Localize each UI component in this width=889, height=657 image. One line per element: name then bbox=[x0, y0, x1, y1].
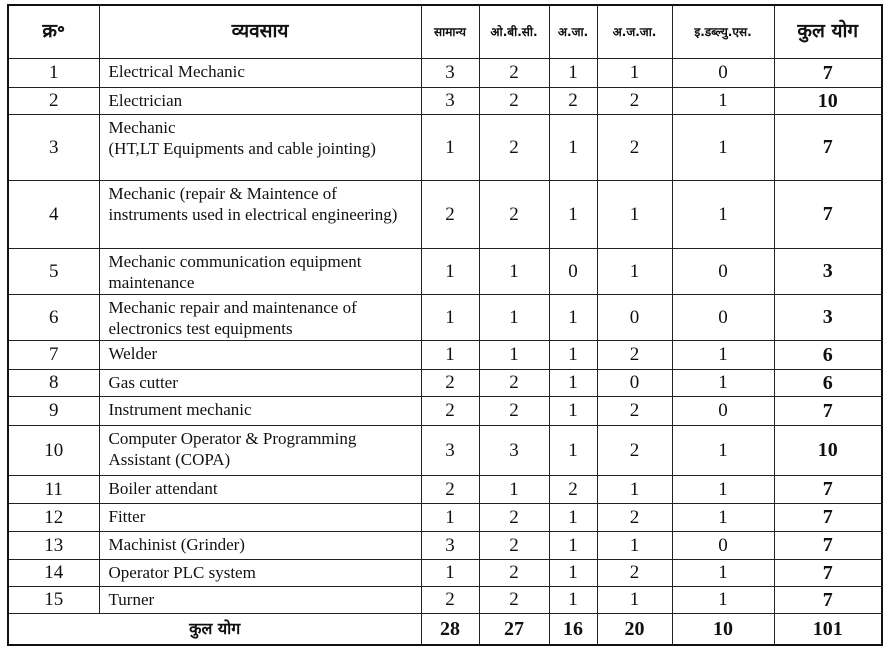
cell-total: 6 bbox=[774, 341, 882, 370]
cell-ews: 1 bbox=[672, 341, 774, 370]
cell-trade: Boiler attendant bbox=[99, 476, 421, 504]
cell-trade: Electrician bbox=[99, 88, 421, 115]
footer-total: 101 bbox=[774, 614, 882, 646]
cell-sc: 1 bbox=[549, 560, 597, 587]
cell-sc: 1 bbox=[549, 370, 597, 397]
cell-ews: 0 bbox=[672, 295, 774, 341]
cell-sn: 3 bbox=[8, 115, 99, 181]
cell-ews: 1 bbox=[672, 587, 774, 614]
cell-sn: 14 bbox=[8, 560, 99, 587]
cell-sc: 2 bbox=[549, 88, 597, 115]
header-total: कुल योग bbox=[774, 5, 882, 59]
cell-trade: Fitter bbox=[99, 504, 421, 532]
cell-obc: 2 bbox=[479, 560, 549, 587]
cell-general: 3 bbox=[421, 59, 479, 88]
cell-total: 7 bbox=[774, 397, 882, 426]
table-row bbox=[8, 181, 882, 249]
header-sc: अ.जा. bbox=[549, 5, 597, 59]
cell-obc: 2 bbox=[479, 532, 549, 560]
header-obc: ओ.बी.सी. bbox=[479, 5, 549, 59]
cell-trade: Instrument mechanic bbox=[99, 397, 421, 426]
table-row bbox=[8, 426, 882, 476]
cell-sc: 1 bbox=[549, 587, 597, 614]
cell-total: 7 bbox=[774, 560, 882, 587]
cell-ews: 0 bbox=[672, 249, 774, 295]
table-row bbox=[8, 370, 882, 397]
cell-trade: Computer Operator & Programming Assistant (COPA) bbox=[99, 426, 421, 476]
cell-obc: 1 bbox=[479, 476, 549, 504]
table-row bbox=[8, 341, 882, 370]
footer-label: कुल योग bbox=[8, 614, 421, 646]
cell-ews: 1 bbox=[672, 181, 774, 249]
cell-general: 1 bbox=[421, 249, 479, 295]
header-trade: व्यवसाय bbox=[99, 5, 421, 59]
cell-trade: Gas cutter bbox=[99, 370, 421, 397]
cell-st: 2 bbox=[597, 341, 672, 370]
cell-ews: 0 bbox=[672, 532, 774, 560]
cell-trade: Mechanic repair and maintenance of electronics test equipments bbox=[99, 295, 421, 341]
cell-sc: 1 bbox=[549, 504, 597, 532]
cell-general: 3 bbox=[421, 88, 479, 115]
cell-obc: 2 bbox=[479, 88, 549, 115]
cell-ews: 1 bbox=[672, 426, 774, 476]
cell-obc: 2 bbox=[479, 397, 549, 426]
cell-general: 1 bbox=[421, 504, 479, 532]
cell-ews: 1 bbox=[672, 476, 774, 504]
cell-total: 3 bbox=[774, 295, 882, 341]
cell-sn: 5 bbox=[8, 249, 99, 295]
cell-st: 1 bbox=[597, 59, 672, 88]
cell-sn: 15 bbox=[8, 587, 99, 614]
cell-obc: 2 bbox=[479, 181, 549, 249]
cell-general: 1 bbox=[421, 341, 479, 370]
cell-ews: 1 bbox=[672, 88, 774, 115]
cell-st: 2 bbox=[597, 115, 672, 181]
cell-trade: Mechanic (HT,LT Equipments and cable jointing) bbox=[99, 115, 421, 181]
footer-obc: 27 bbox=[479, 614, 549, 646]
cell-trade: Welder bbox=[99, 341, 421, 370]
cell-sn: 2 bbox=[8, 88, 99, 115]
cell-sc: 1 bbox=[549, 295, 597, 341]
cell-obc: 2 bbox=[479, 504, 549, 532]
cell-obc: 2 bbox=[479, 370, 549, 397]
table-row bbox=[8, 59, 882, 88]
cell-total: 7 bbox=[774, 504, 882, 532]
seat-distribution-table-wrapper bbox=[7, 4, 883, 646]
cell-st: 0 bbox=[597, 295, 672, 341]
cell-general: 2 bbox=[421, 587, 479, 614]
cell-ews: 1 bbox=[672, 560, 774, 587]
cell-st: 1 bbox=[597, 181, 672, 249]
cell-general: 1 bbox=[421, 115, 479, 181]
footer-row bbox=[8, 614, 882, 646]
cell-st: 1 bbox=[597, 249, 672, 295]
cell-total: 7 bbox=[774, 532, 882, 560]
cell-general: 2 bbox=[421, 370, 479, 397]
cell-sn: 6 bbox=[8, 295, 99, 341]
table-row bbox=[8, 295, 882, 341]
cell-sc: 1 bbox=[549, 181, 597, 249]
cell-total: 10 bbox=[774, 88, 882, 115]
table-row bbox=[8, 504, 882, 532]
cell-st: 0 bbox=[597, 370, 672, 397]
cell-general: 2 bbox=[421, 476, 479, 504]
cell-general: 1 bbox=[421, 295, 479, 341]
cell-obc: 1 bbox=[479, 249, 549, 295]
cell-sn: 8 bbox=[8, 370, 99, 397]
cell-total: 7 bbox=[774, 181, 882, 249]
cell-total: 7 bbox=[774, 59, 882, 88]
cell-sn: 7 bbox=[8, 341, 99, 370]
header-st: अ.ज.जा. bbox=[597, 5, 672, 59]
cell-general: 3 bbox=[421, 426, 479, 476]
table-body bbox=[8, 59, 882, 614]
cell-general: 3 bbox=[421, 532, 479, 560]
footer-sc: 16 bbox=[549, 614, 597, 646]
cell-general: 1 bbox=[421, 560, 479, 587]
cell-obc: 1 bbox=[479, 341, 549, 370]
cell-sn: 11 bbox=[8, 476, 99, 504]
cell-obc: 2 bbox=[479, 587, 549, 614]
cell-general: 2 bbox=[421, 181, 479, 249]
cell-ews: 0 bbox=[672, 397, 774, 426]
cell-sc: 1 bbox=[549, 59, 597, 88]
table-row bbox=[8, 532, 882, 560]
cell-sc: 2 bbox=[549, 476, 597, 504]
header-ews: इ.डब्ल्यु.एस. bbox=[672, 5, 774, 59]
cell-trade: Electrical Mechanic bbox=[99, 59, 421, 88]
cell-obc: 1 bbox=[479, 295, 549, 341]
cell-trade: Operator PLC system bbox=[99, 560, 421, 587]
cell-sn: 1 bbox=[8, 59, 99, 88]
cell-sc: 1 bbox=[549, 426, 597, 476]
header-general: सामान्य bbox=[421, 5, 479, 59]
cell-ews: 1 bbox=[672, 504, 774, 532]
cell-total: 7 bbox=[774, 476, 882, 504]
header-serial: क्र॰ bbox=[8, 5, 99, 59]
cell-sn: 10 bbox=[8, 426, 99, 476]
cell-trade: Mechanic (repair & Maintence of instruments used in electrical engineering) bbox=[99, 181, 421, 249]
cell-sn: 12 bbox=[8, 504, 99, 532]
cell-obc: 3 bbox=[479, 426, 549, 476]
cell-sc: 0 bbox=[549, 249, 597, 295]
footer-ews: 10 bbox=[672, 614, 774, 646]
table-row bbox=[8, 115, 882, 181]
cell-obc: 2 bbox=[479, 59, 549, 88]
cell-st: 2 bbox=[597, 88, 672, 115]
table-row bbox=[8, 249, 882, 295]
cell-total: 7 bbox=[774, 587, 882, 614]
table-row bbox=[8, 560, 882, 587]
table-row bbox=[8, 587, 882, 614]
cell-st: 2 bbox=[597, 560, 672, 587]
cell-st: 1 bbox=[597, 532, 672, 560]
cell-ews: 1 bbox=[672, 115, 774, 181]
cell-sn: 4 bbox=[8, 181, 99, 249]
cell-trade: Turner bbox=[99, 587, 421, 614]
cell-obc: 2 bbox=[479, 115, 549, 181]
cell-total: 6 bbox=[774, 370, 882, 397]
cell-st: 2 bbox=[597, 397, 672, 426]
cell-general: 2 bbox=[421, 397, 479, 426]
cell-trade: Machinist (Grinder) bbox=[99, 532, 421, 560]
cell-st: 2 bbox=[597, 426, 672, 476]
cell-total: 7 bbox=[774, 115, 882, 181]
cell-total: 3 bbox=[774, 249, 882, 295]
cell-st: 2 bbox=[597, 504, 672, 532]
table-row bbox=[8, 88, 882, 115]
cell-trade: Mechanic communication equipment maintenance bbox=[99, 249, 421, 295]
cell-sn: 9 bbox=[8, 397, 99, 426]
table-row bbox=[8, 476, 882, 504]
table-row bbox=[8, 397, 882, 426]
cell-sn: 13 bbox=[8, 532, 99, 560]
cell-sc: 1 bbox=[549, 341, 597, 370]
footer-st: 20 bbox=[597, 614, 672, 646]
cell-sc: 1 bbox=[549, 532, 597, 560]
footer-general: 28 bbox=[421, 614, 479, 646]
header-row bbox=[8, 5, 882, 59]
cell-sc: 1 bbox=[549, 397, 597, 426]
cell-ews: 1 bbox=[672, 370, 774, 397]
cell-sc: 1 bbox=[549, 115, 597, 181]
cell-total: 10 bbox=[774, 426, 882, 476]
cell-st: 1 bbox=[597, 476, 672, 504]
cell-st: 1 bbox=[597, 587, 672, 614]
seat-distribution-table bbox=[7, 4, 883, 646]
cell-ews: 0 bbox=[672, 59, 774, 88]
